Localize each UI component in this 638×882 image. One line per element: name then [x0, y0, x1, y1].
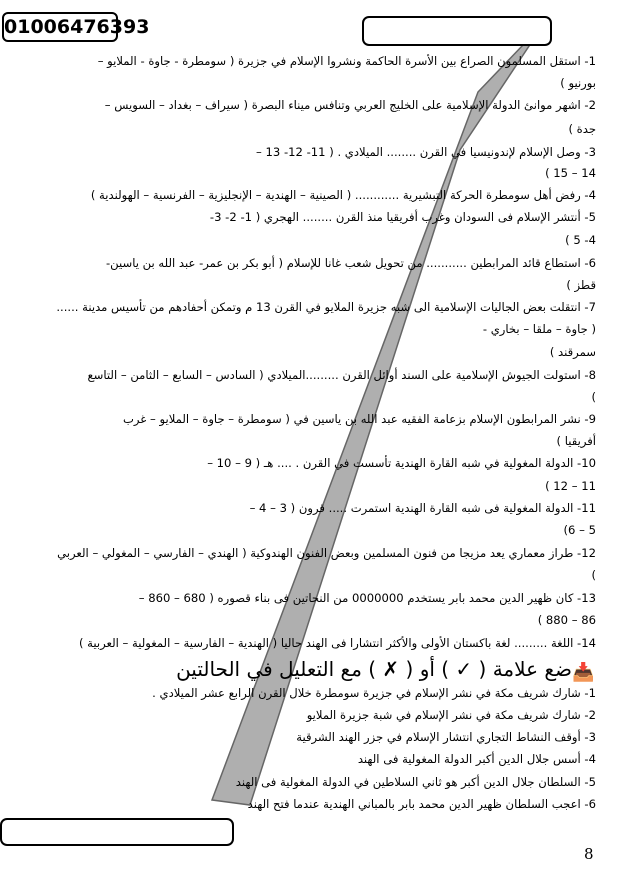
top-blank-box — [362, 16, 552, 46]
question-line: أفريقيا ) — [556, 434, 596, 448]
question-line: جدة ) — [568, 122, 596, 136]
page-number: 8 — [584, 845, 594, 863]
statement-line: 6- اعجب السلطان ظهير الدين محمد بابر بالمباني الهندية عندما فتح الهند — [247, 797, 596, 811]
question-line: 86 – 880 ) — [537, 613, 596, 627]
question-line: 2- اشهر موانئ الدولة الإسلامية على الخليج العربي وتنافس ميناء البصرة ( سيراف – بغداد – السويس – — [104, 98, 596, 112]
question-line: 5- أنتشر الإسلام فى السودان وغرب أفريقيا منذ القرن ........ الهجري ( 1- 2- 3- — [209, 210, 596, 224]
question-line: 6- استطاع قائد المرابطين ........... من تحويل شعب غانا للإسلام ( أبو بكر بن عمر- عبد الله بن ياسين- — [106, 256, 596, 270]
question-line: 13- كان ظهير الدين محمد بابر يستخدم 0000000 من النحاتين فى بناء قصوره ( 680 – 860 – — [138, 591, 596, 605]
question-line: سمرقند ) — [549, 345, 596, 359]
question-line: ( جاوة – ملقا – بخاري - — [482, 322, 596, 336]
question-line: 11- الدولة المغولية فى شبه القارة الهندية استمرت ..... قرون ( 3 – 4 – — [249, 501, 596, 515]
phone-number: 01006476393 — [4, 16, 150, 38]
question-line: 14 – 15 ) — [545, 166, 596, 180]
question-line: 7- انتقلت بعض الجاليات الإسلامية الى شبه جزيرة الملايو في القرن 13 م وتمكن أحفادهم من تأسيس مدينة ...... — [56, 300, 596, 314]
statement-line: 1- شارك شريف مكة في نشر الإسلام في جزيرة سومطرة خلال القرن الرابع عشر الميلادي . — [152, 686, 596, 700]
section-heading: ضع علامة ( ✓ ) أو ( ✗ ) مع التعليل في الحالتين — [176, 657, 572, 681]
statement-line: 2- شارك شريف مكة في نشر الإسلام في شبة جزيرة الملايو — [306, 708, 596, 722]
statement-line: 5- السلطان جلال الدين أكبر هو ثاني السلاطين في الدولة المغولية فى الهند — [235, 775, 596, 789]
statement-line: 4- أسس جلال الدين أكبر الدولة المغولية فى الهند — [357, 752, 596, 766]
question-line: 5 – 6) — [563, 523, 596, 537]
statement-line: 3- أوقف النشاط التجاري انتشار الإسلام في جزر الهند الشرقية — [296, 730, 596, 744]
question-line: 4- 5 ) — [565, 233, 596, 247]
bottom-blank-box — [0, 818, 234, 846]
inbox-tray-icon: 📥 — [572, 662, 595, 683]
phone-number-box — [2, 12, 150, 42]
question-line: 1- استقل المسلمون الصراع بين الأسرة الحاكمة ونشروا الإسلام في جزيرة ( سومطرة - جاوة - الملايو – — [97, 54, 596, 68]
question-line: 8- استولت الجيوش الإسلامية على السند أوائل القرن .........الميلادي ( السادس – السابع – الثامن – التاسع — [87, 368, 596, 382]
question-line: قطز ) — [566, 278, 596, 292]
question-line: بورنيو ) — [560, 76, 596, 90]
question-line: 4- رفض أهل سومطرة الحركة التبشيرية ............ ( الصينية – الهندية – الإنجليزية – الفرنسية – الهولندية ) — [90, 188, 596, 202]
question-line: 3- وصل الإسلام لإندونيسيا في القرن ........ الميلادي . ( 11- 12- 13 – — [256, 145, 596, 159]
question-line: 12- طراز معماري يعد مزيجا من فنون المسلمين وبعض الفنون الهندوكية ( الهندي – الفارسي – المغولي – العربي — [57, 546, 596, 560]
question-line: 14- اللغة ......... لغة باكستان الأولى والأكثر انتشارا فى الهند حاليا ( الهندية – الفارسية – المغولية – العربية ) — [78, 636, 596, 650]
question-line: 10- الدولة المغولية في شبه القارة الهندية تأسست في القرن . .... هـ ( 9 – 10 – — [207, 456, 596, 470]
question-line: ) — [591, 390, 596, 404]
question-line: ) — [591, 568, 596, 582]
question-line: 11 – 12 ) — [545, 479, 596, 493]
question-line: 9- نشر المرابطون الإسلام بزعامة الفقيه عبد الله بن ياسين في ( سومطرة – جاوة – الملايو – غرب — [122, 412, 596, 426]
